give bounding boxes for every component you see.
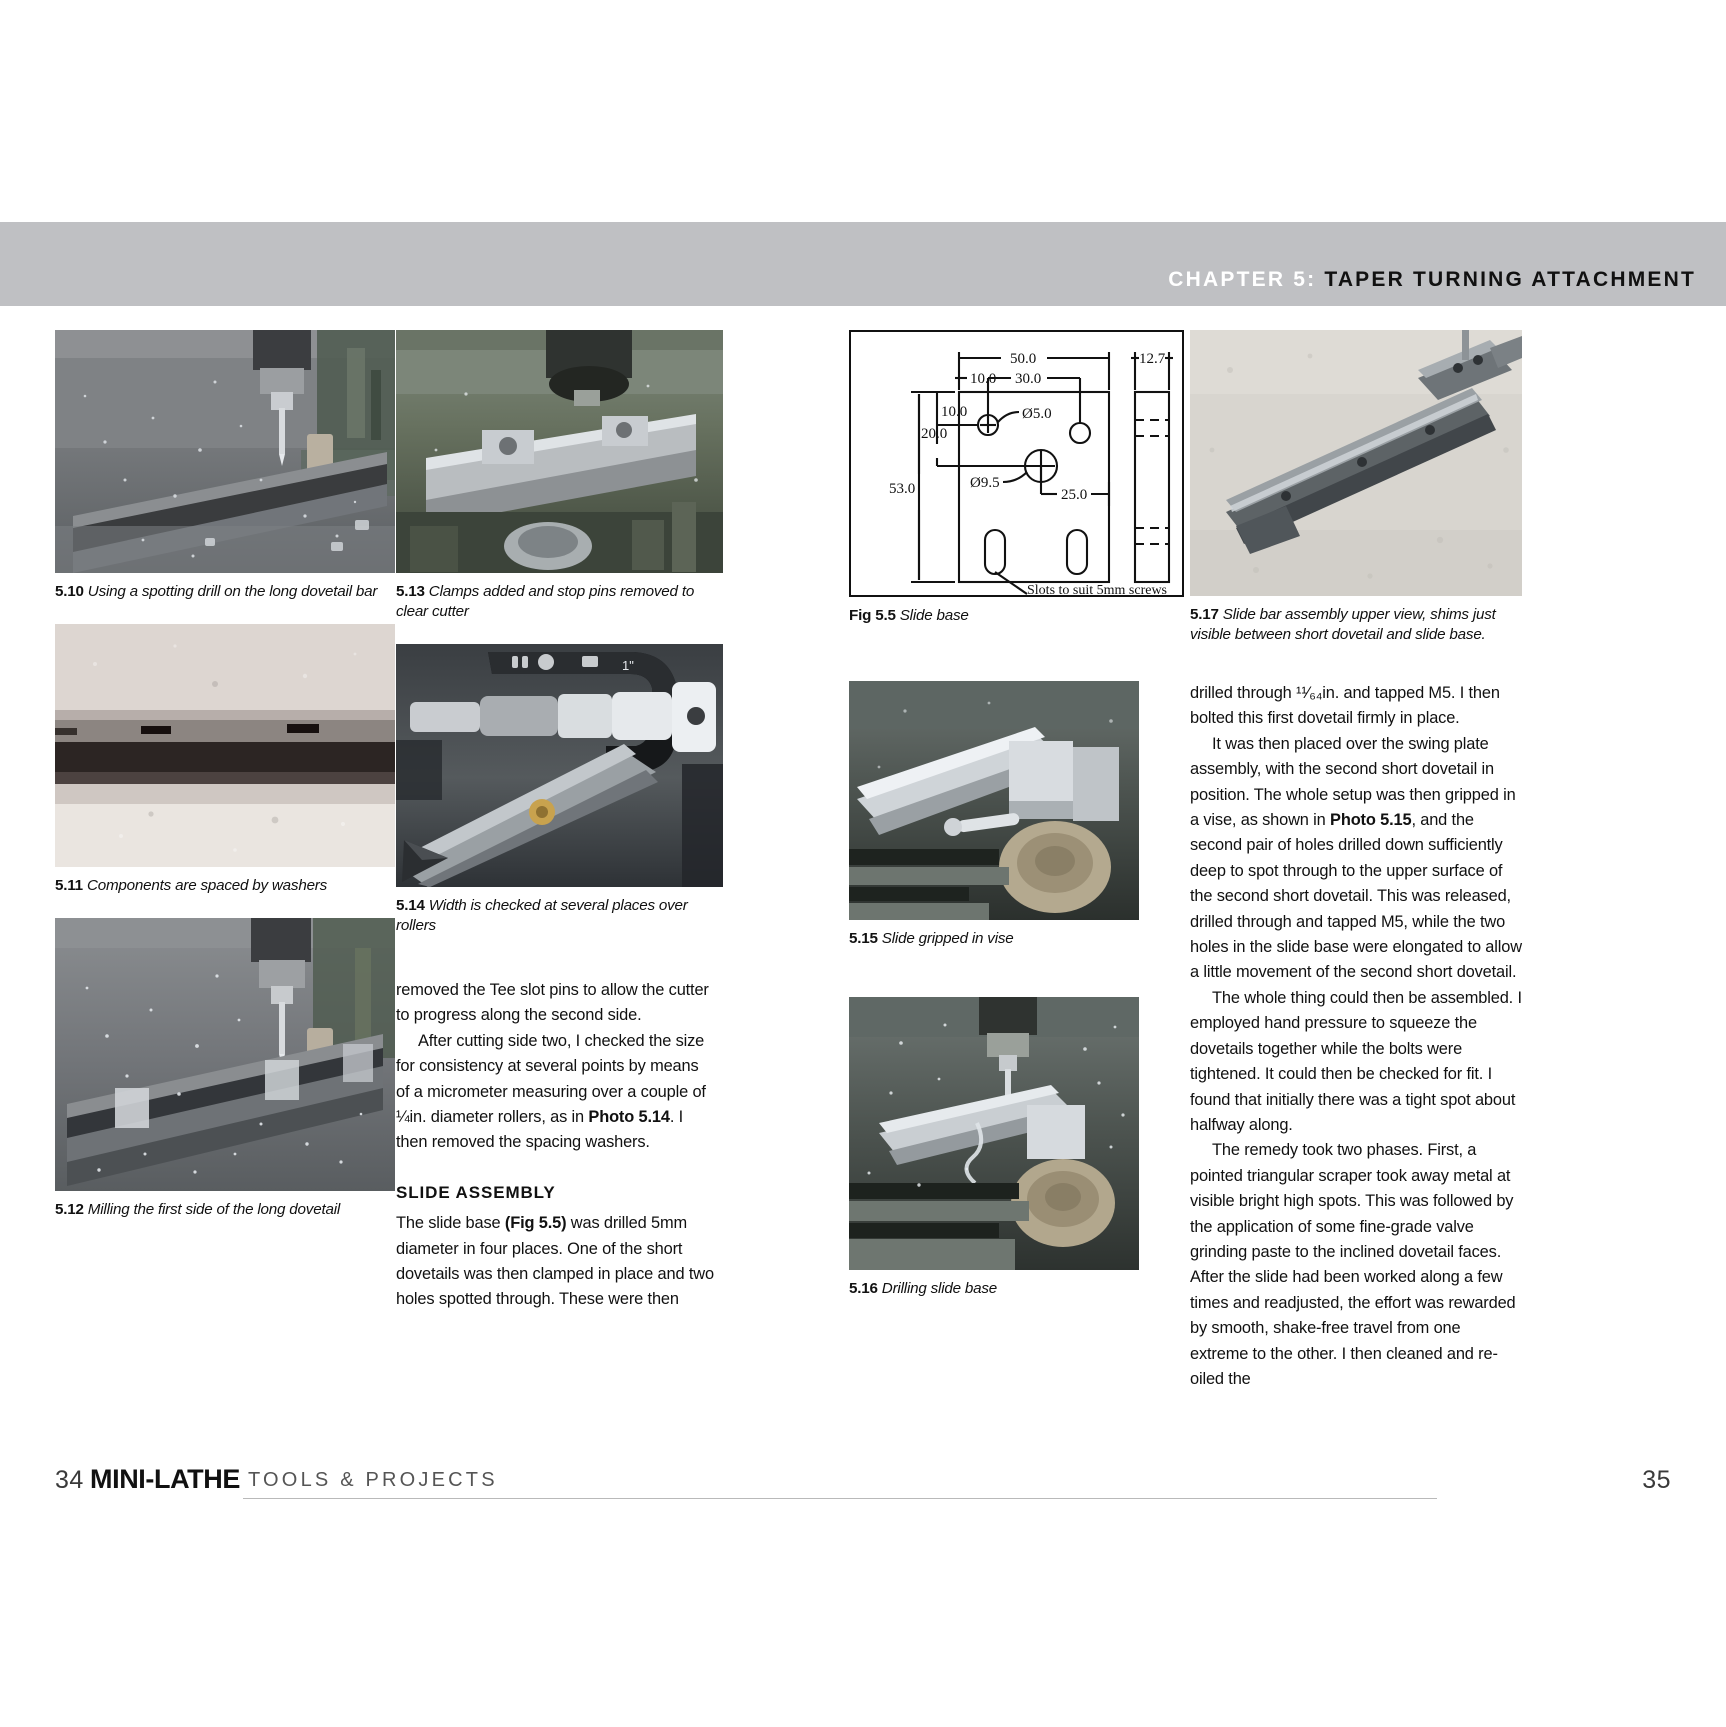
caption-5-14 [396, 896, 723, 936]
caption-5-12-number: 5.12 [55, 1201, 84, 1218]
right-para-2-a: It was then placed over the swing plate assembly, with the second short dovetail in position. The whole setup was then gripped in a vise, as shown in [1190, 734, 1516, 830]
dim-first-hole-x: 10.0 [970, 371, 997, 387]
middle-column-text [396, 978, 714, 1313]
mid-para-3 [396, 1211, 714, 1313]
running-header-title [1168, 268, 1696, 292]
dim-thickness: 12.7 [1139, 351, 1166, 367]
page-footer [0, 1452, 1726, 1512]
caption-fig-5-5 [849, 606, 1184, 626]
photo-5-15 [849, 681, 1139, 920]
photo-5-16 [849, 997, 1139, 1270]
caption-5-17-number: 5.17 [1190, 606, 1219, 623]
dim-centre-to-right: 25.0 [1061, 487, 1088, 503]
figure-5-5-drawing [851, 332, 1182, 595]
right-para-3: The whole thing could then be assembled. I employed hand pressure to squeeze the dovetails together while the bolts were tightened. It could then be checked for fit. I found that initially there was a tight spot about halfway along. [1190, 988, 1522, 1134]
footer-rule [243, 1498, 1437, 1499]
photo-5-11-image [55, 624, 395, 867]
right-para-2-b: , and the second pair of holes drilled down sufficiently deep to spot through to the upper surface of the second short dovetail. This was released, drilled through and tapped M5, while the two holes in the slide base were elongated to allow a little movement of the second short dovetail. [1190, 811, 1522, 982]
photo-5-17-image [1190, 330, 1522, 596]
photo-5-15-svg [849, 681, 1139, 920]
caption-5-13-text: Clamps added and stop pins removed to clear cutter [396, 583, 695, 620]
caption-5-16 [849, 1279, 1184, 1299]
mid-para-2-bold: Photo 5.14 [588, 1108, 670, 1127]
caption-fig-5-5-number: Fig 5.5 [849, 607, 896, 624]
dim-large-hole-dia: Ø9.5 [970, 475, 1000, 491]
caption-fig-5-5-text: Slide base [899, 607, 969, 624]
right-para-2 [1190, 732, 1522, 986]
photo-5-16-image [849, 997, 1139, 1270]
caption-5-15 [849, 929, 1184, 949]
column-four [1190, 330, 1522, 1392]
photo-5-13-svg [396, 330, 723, 573]
photo-5-14-image [396, 644, 723, 887]
photo-5-13-image [396, 330, 723, 573]
photo-5-11 [55, 624, 395, 867]
caption-5-15-text: Slide gripped in vise [881, 930, 1014, 947]
book-subtitle: TOOLS & PROJECTS [248, 1469, 498, 1491]
mid-para-2-a: After cutting side two, I checked the size for consistency at several points by means of a micrometer measuring over a couple of ¼in. diameter rollers, as in [396, 1031, 706, 1127]
mid-para-3-a: The slide base [396, 1214, 505, 1233]
mid-para-2 [396, 1029, 714, 1156]
figure-note-slots: Slots to suit 5mm screws [1027, 583, 1168, 598]
caption-5-14-number: 5.14 [396, 897, 425, 914]
caption-5-13 [396, 582, 723, 622]
caption-5-14-text: Width is checked at several places over rollers [396, 897, 688, 934]
mid-para-3-b: was drilled 5mm diameter in four places. One of the short dovetails was then clamped in place and two holes spotted through. These were then [396, 1214, 714, 1309]
book-title: MINI-LATHE [90, 1464, 240, 1494]
dim-top-to-hole: 10.0 [941, 404, 968, 420]
figure-5-5 [849, 330, 1184, 597]
photo-5-15-image [849, 681, 1139, 920]
caption-5-11 [55, 876, 395, 896]
photo-5-12-svg [55, 918, 395, 1191]
running-header-chapter-title: TAPER TURNING ATTACHMENT [1324, 268, 1696, 291]
caption-5-12 [55, 1200, 395, 1220]
photo-5-14-svg [396, 644, 723, 887]
right-para-1: drilled through ¹¹⁄₆₄in. and tapped M5. I then bolted this first dovetail firmly in place. [1190, 684, 1500, 728]
mid-para-2-b: . I then removed the spacing washers. [396, 1108, 684, 1152]
caption-5-11-number: 5.11 [55, 877, 83, 894]
photo-5-17 [1190, 330, 1522, 596]
photo-5-16-svg [849, 997, 1139, 1270]
right-para-4: The remedy took two phases. First, a pointed triangular scraper took away metal at visible bright high spots. This was followed by the application of some fine-grade valve grinding paste to the inclined dovetail faces. After the slide had been worked along a few times and readjusted, the effort was rewarded by smooth, shake-free travel from one extreme to the other. I then cleaned and re-oiled the [1190, 1141, 1516, 1388]
dim-overall-width: 50.0 [1010, 351, 1037, 367]
caption-5-10-text: Using a spotting drill on the long dovetail bar [87, 583, 378, 600]
caption-5-12-text: Milling the first side of the long dovetail [87, 1201, 341, 1218]
right-column-text [1190, 681, 1522, 1392]
column-one [55, 330, 395, 1220]
mid-para-3-bold: (Fig 5.5) [504, 1214, 567, 1233]
caption-5-11-text: Components are spaced by washers [86, 877, 328, 894]
caption-5-15-number: 5.15 [849, 930, 878, 947]
photo-5-10 [55, 330, 395, 573]
column-two [396, 330, 723, 1313]
running-header-chapter-label: CHAPTER 5: [1168, 268, 1317, 291]
photo-5-12 [55, 918, 395, 1191]
column-three [849, 330, 1184, 1299]
photo-5-11-svg [55, 624, 395, 867]
dim-edge-to-centre: 20.0 [921, 426, 948, 442]
photo-5-10-svg [55, 330, 395, 573]
subhead-slide-assembly: SLIDE ASSEMBLY [396, 1182, 556, 1202]
dim-overall-height: 53.0 [889, 481, 916, 497]
dim-small-hole-dia: Ø5.0 [1022, 406, 1052, 422]
svg-text:1": 1" [622, 658, 634, 673]
running-header-band [0, 222, 1726, 306]
caption-5-10-number: 5.10 [55, 583, 84, 600]
page-number-right: 35 [1642, 1466, 1671, 1494]
photo-5-14 [396, 644, 723, 887]
dim-pitch-x: 30.0 [1015, 371, 1042, 387]
caption-5-10 [55, 582, 395, 602]
book-page-spread [0, 222, 1726, 1512]
page-number-left: 34 [55, 1466, 84, 1494]
photo-5-13 [396, 330, 723, 573]
photo-5-12-image [55, 918, 395, 1191]
caption-5-16-number: 5.16 [849, 1280, 878, 1297]
caption-5-17-text: Slide bar assembly upper view, shims just visible between short dovetail and slide base. [1190, 606, 1496, 643]
photo-5-10-image [55, 330, 395, 573]
caption-5-16-text: Drilling slide base [881, 1280, 998, 1297]
caption-5-13-number: 5.13 [396, 583, 425, 600]
caption-5-17 [1190, 605, 1522, 645]
photo-5-17-svg [1190, 330, 1522, 596]
mid-para-1: removed the Tee slot pins to allow the cutter to progress along the second side. [396, 981, 709, 1025]
right-para-2-bold: Photo 5.15 [1330, 811, 1412, 830]
